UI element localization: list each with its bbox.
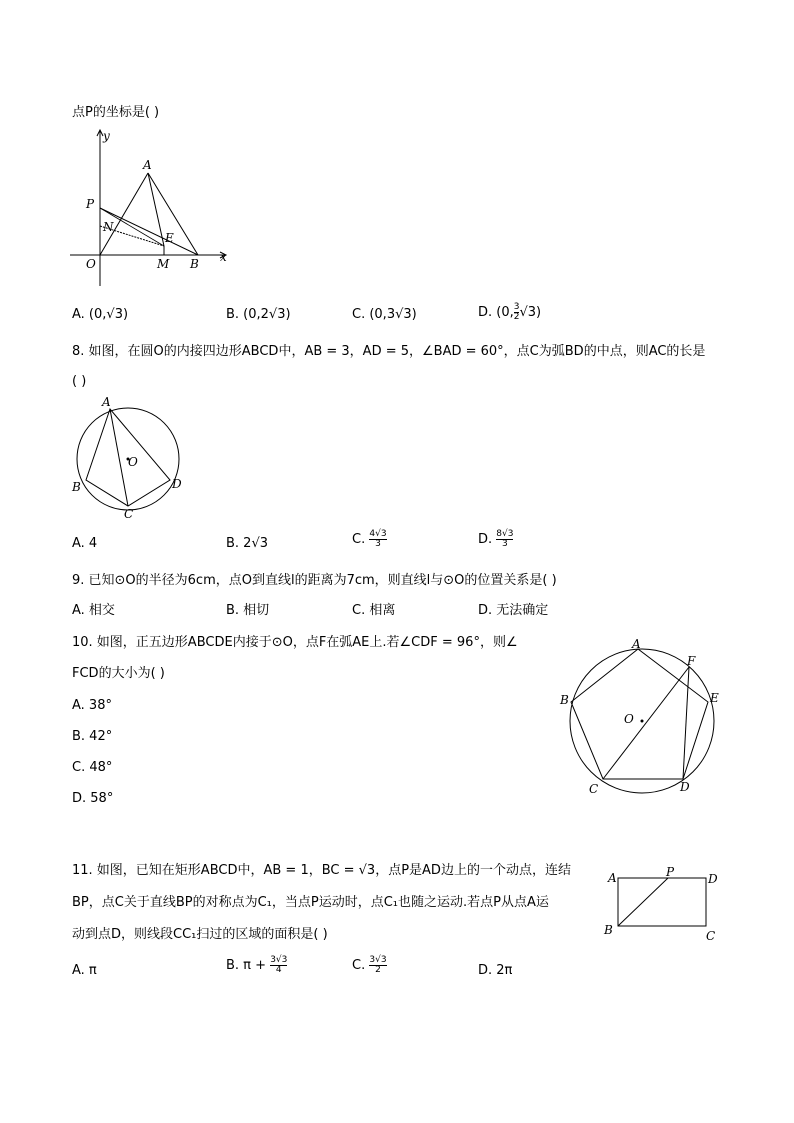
q8-label-C: C bbox=[124, 507, 134, 521]
q11-option-c-label: C. bbox=[352, 958, 366, 973]
q7-option-d-fraction: $\frac{3}{2}$ bbox=[513, 302, 520, 322]
q10-label-B: B bbox=[560, 693, 569, 707]
q7-option-c[interactable]: C. (0,3√3) bbox=[352, 307, 417, 322]
q11-question-line3: 动到点D，则线段CC₁扫过的区域的面积是( ) bbox=[72, 927, 328, 942]
q10-option-d[interactable]: D. 58° bbox=[72, 791, 114, 806]
q10-figure bbox=[556, 634, 726, 800]
q11-option-b-label: B. π + bbox=[226, 958, 267, 973]
q11-label-C: C bbox=[706, 929, 716, 943]
q10-label-C: C bbox=[589, 782, 599, 796]
q9-option-b[interactable]: B. 相切 bbox=[226, 603, 270, 618]
q9-question-line1: 9. 已知⊙O的半径为6cm，点O到直线l的距离为7cm，则直线l与⊙O的位置关系是( ) bbox=[72, 573, 557, 588]
q7-label-B: B bbox=[190, 257, 199, 271]
q10-question-line2: FCD的大小为( ) bbox=[72, 666, 165, 681]
q9-option-a[interactable]: A. 相交 bbox=[72, 603, 115, 618]
q7-figure bbox=[68, 128, 238, 293]
q11-option-c[interactable] bbox=[352, 956, 387, 975]
q11-option-a[interactable]: A. π bbox=[72, 963, 97, 978]
q8-label-A: A bbox=[102, 396, 111, 409]
q8-label-B: B bbox=[72, 480, 81, 494]
q10-option-c[interactable]: C. 48° bbox=[72, 760, 113, 775]
q7-option-a[interactable]: A. (0,√3) bbox=[72, 307, 129, 322]
q8-option-d-label: D. bbox=[478, 532, 493, 547]
q8-label-D: D bbox=[172, 477, 182, 491]
q11-option-d[interactable]: D. 2π bbox=[478, 963, 513, 978]
q10-option-a[interactable]: A. 38° bbox=[72, 698, 112, 713]
q10-label-O: O bbox=[624, 712, 634, 726]
q11-label-P: P bbox=[666, 865, 675, 879]
q8-option-d-fraction: $\frac{8√3}{3}$ bbox=[496, 529, 514, 549]
q8-label-O: O bbox=[128, 455, 138, 469]
q8-option-c-fraction: $\frac{4√3}{3}$ bbox=[369, 529, 387, 549]
q7-label-P: P bbox=[86, 197, 95, 211]
q11-option-c-fraction: $\frac{3√3}{2}$ bbox=[369, 955, 387, 975]
q11-figure bbox=[600, 862, 730, 946]
q11-label-D: D bbox=[708, 872, 718, 886]
q8-option-c-label: C. bbox=[352, 532, 366, 547]
q9-option-c[interactable]: C. 相离 bbox=[352, 603, 396, 618]
q10-label-E: E bbox=[710, 691, 719, 705]
q10-question-line1: 10. 如图，正五边形ABCDE内接于⊙O，点F在弧AE上.若∠CDF = 96°，则∠ bbox=[72, 635, 518, 650]
q11-question-line2: BP，点C关于直线BP的对称点为C₁，当点P运动时，点C₁也随之运动.若点P从点A运 bbox=[72, 895, 549, 910]
q11-option-b-fraction: $\frac{3√3}{4}$ bbox=[270, 955, 288, 975]
q11-label-B: B bbox=[604, 923, 613, 937]
q7-question-tail: 点P的坐标是( ) bbox=[72, 105, 160, 120]
q7-label-x: x bbox=[220, 250, 227, 264]
q7-option-d-tail: √3) bbox=[519, 305, 542, 320]
q11-label-A: A bbox=[608, 871, 617, 885]
q9-option-d[interactable]: D. 无法确定 bbox=[478, 603, 549, 618]
q10-label-D: D bbox=[680, 780, 690, 794]
q7-label-M: M bbox=[157, 257, 170, 271]
q7-option-d-head: D. (0, bbox=[478, 305, 514, 320]
q7-option-d[interactable] bbox=[478, 303, 541, 322]
q10-option-b[interactable]: B. 42° bbox=[72, 729, 113, 744]
q8-option-b[interactable]: B. 2√3 bbox=[226, 536, 269, 551]
q8-option-d[interactable] bbox=[478, 530, 513, 549]
q8-question-line2: ( ) bbox=[72, 374, 87, 389]
q8-option-a[interactable]: A. 4 bbox=[72, 536, 98, 551]
q8-option-c[interactable] bbox=[352, 530, 387, 549]
q10-label-A: A bbox=[632, 637, 641, 651]
q7-label-N: N bbox=[103, 220, 114, 234]
q11-option-b[interactable] bbox=[226, 956, 287, 975]
q10-label-F: F bbox=[687, 654, 696, 668]
q8-figure bbox=[66, 396, 186, 524]
q11-question-line1: 11. 如图，已知在矩形ABCD中，AB = 1，BC = √3，点P是AD边上的一个动点，连结 bbox=[72, 863, 571, 878]
q7-option-b[interactable]: B. (0,2√3) bbox=[226, 307, 291, 322]
q7-label-E: E bbox=[165, 231, 174, 245]
q7-label-A: A bbox=[143, 158, 152, 172]
q7-label-O: O bbox=[86, 257, 96, 271]
q7-label-y: y bbox=[103, 129, 110, 143]
q8-question-line1: 8. 如图，在圆O的内接四边形ABCD中，AB = 3，AD = 5，∠BAD = 60°，点C为弧BD的中点，则AC的长是 bbox=[72, 344, 706, 359]
